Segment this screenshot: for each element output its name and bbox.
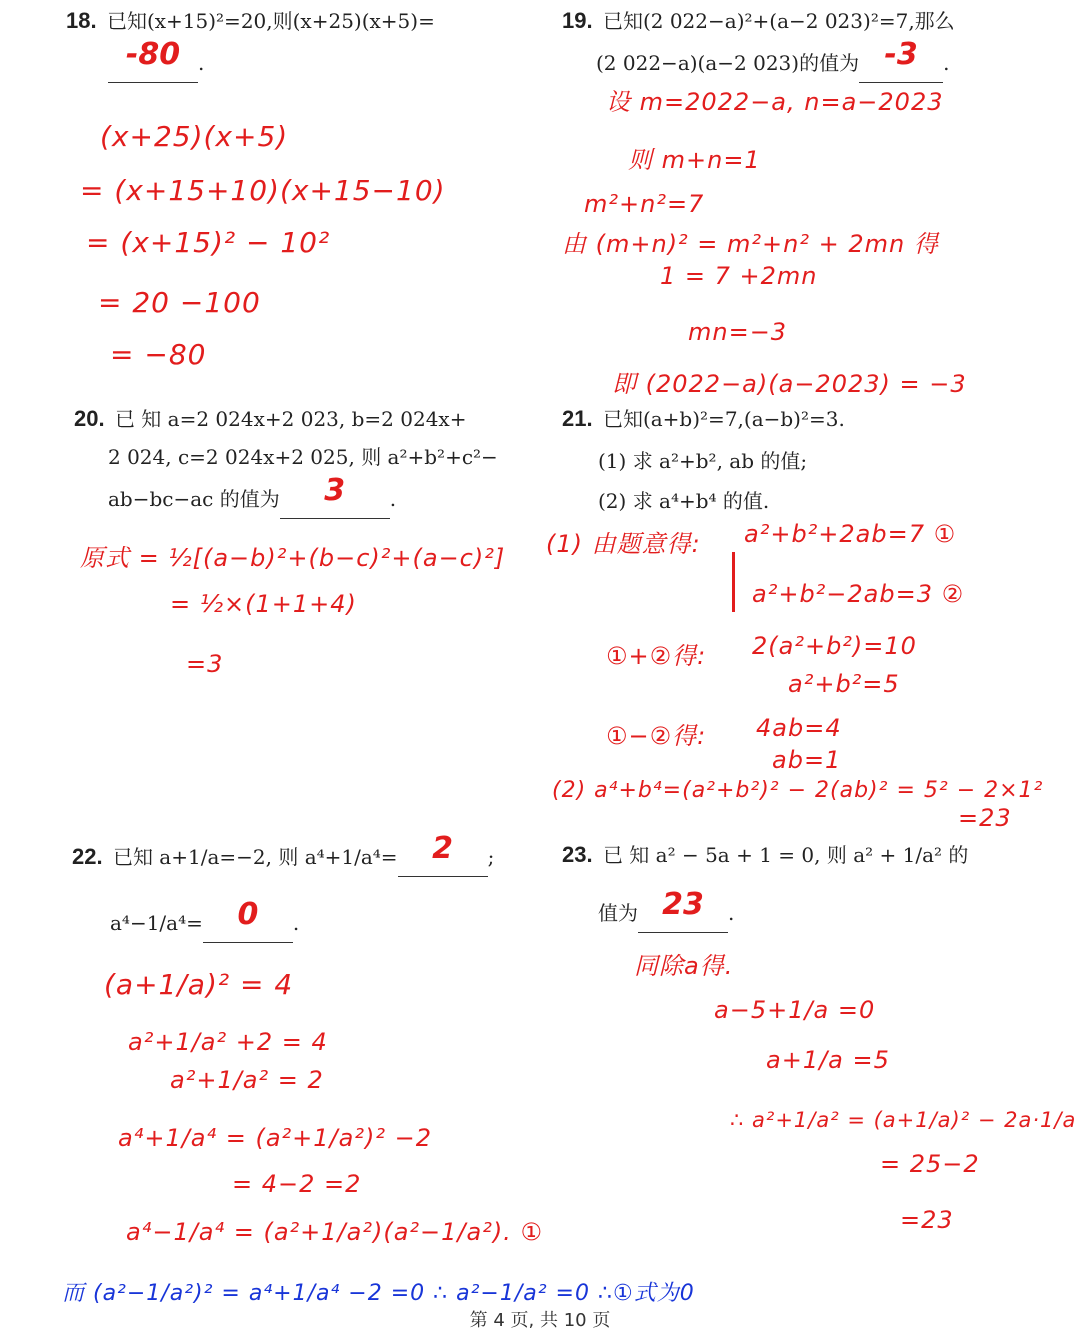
work-line: = 20 −100: [98, 286, 261, 319]
answer-blank: [638, 887, 728, 933]
work-line: (1) 由题意得:: [546, 530, 701, 558]
blue-work-line: 而 (a²−1/a²)² = a⁴+1/a⁴ −2 =0 ∴ a²−1/a² =0 ∴①式为0: [62, 1281, 695, 1306]
period: .: [198, 51, 205, 75]
question-text: (2 022−a)(a−2 023)的值为: [596, 51, 860, 75]
answer-blank: [108, 37, 198, 83]
work-line: mn=−3: [688, 318, 788, 346]
question-text: 已知(x+15)²=20,则(x+25)(x+5)=: [106, 9, 435, 33]
question-21-part2: (2) 求 a⁴+b⁴ 的值.: [598, 489, 770, 513]
work-line: 则 m+n=1: [628, 146, 761, 174]
work-line: = 25−2: [880, 1150, 980, 1178]
question-text: 已知(a+b)²=7,(a−b)²=3.: [602, 407, 845, 431]
work-line: ①+②得:: [606, 642, 707, 670]
work-line: 1 = 7 +2mn: [660, 262, 818, 290]
answer-blank: [280, 473, 390, 519]
work-line: ∴ a²+1/a² = (a+1/a)² − 2a·1/a: [730, 1108, 1077, 1132]
question-text: 已 知 a=2 024x+2 023, b=2 024x+: [114, 407, 467, 431]
work-line: = (x+15)² − 10²: [86, 226, 331, 259]
work-line: 同除a得.: [634, 952, 734, 980]
period: .: [389, 487, 397, 511]
handwritten-answer: 23: [662, 887, 704, 922]
question-22: [72, 831, 495, 877]
work-line: (a+1/a)² = 4: [104, 968, 294, 1001]
period: .: [728, 901, 735, 925]
work-line: 由 (m+n)² = m²+n² + 2mn 得: [562, 230, 939, 258]
work-line: (2) a⁴+b⁴=(a²+b²)² − 2(ab)² = 5² − 2×1²: [552, 778, 1044, 803]
question-number: 20.: [74, 406, 105, 431]
question-23-line2: [598, 887, 735, 933]
handwritten-answer: -80: [125, 37, 181, 72]
handwritten-answer: 3: [324, 473, 346, 508]
handwritten-answer: 0: [237, 897, 259, 932]
question-20: [74, 400, 466, 438]
question-number: 22.: [72, 844, 103, 869]
work-line: a²+b²+2ab=7 ①: [744, 520, 957, 548]
question-text: 值为: [598, 901, 638, 925]
question-22-line2: [110, 897, 300, 943]
question-20-line3: [108, 473, 397, 519]
work-line: =23: [958, 804, 1012, 832]
question-text: 已知(2 022−a)²+(a−2 023)²=7,那么: [602, 9, 955, 33]
question-number: 18.: [66, 8, 97, 33]
answer-blank: [203, 897, 293, 943]
work-line: 2(a²+b²)=10: [752, 632, 917, 660]
question-number: 23.: [562, 842, 593, 867]
handwritten-answer: 2: [432, 831, 453, 866]
work-line: a²+b²=5: [788, 670, 900, 698]
work-line: 即 (2022−a)(a−2023) = −3: [612, 370, 967, 398]
work-line: a+1/a =5: [766, 1046, 890, 1074]
work-line: a²+1/a² +2 = 4: [128, 1028, 328, 1056]
answer-blank: [398, 831, 488, 877]
handwritten-answer: -3: [884, 37, 918, 72]
answer-blank: [859, 37, 943, 83]
brace-mark: [732, 552, 735, 612]
work-line: a⁴+1/a⁴ = (a²+1/a²)² −2: [118, 1124, 432, 1152]
work-line: a⁴−1/a⁴ = (a²+1/a²)(a²−1/a²). ①: [126, 1218, 543, 1246]
work-line: = −80: [110, 338, 207, 371]
question-21-part1: (1) 求 a²+b², ab 的值;: [598, 449, 808, 473]
work-line: =3: [186, 650, 224, 678]
work-line: (x+25)(x+5): [100, 120, 289, 153]
question-23: [562, 836, 968, 874]
question-number: 21.: [562, 406, 593, 431]
question-18: [66, 2, 435, 40]
question-number: 19.: [562, 8, 593, 33]
work-line: a−5+1/a =0: [714, 996, 876, 1024]
question-text: ab−bc−ac 的值为: [108, 487, 280, 511]
work-line: m²+n²=7: [584, 190, 705, 218]
question-21: [562, 400, 845, 438]
question-text: 已 知 a² − 5a + 1 = 0, 则 a² + 1/a² 的: [602, 843, 969, 867]
work-line: = ½×(1+1+4): [170, 590, 357, 618]
work-line: ab=1: [772, 746, 842, 774]
question-20-line2: 2 024, c=2 024x+2 025, 则 a²+b²+c²−: [108, 445, 498, 469]
question-18-answer-line: [108, 37, 205, 83]
work-line: 设 m=2022−a, n=a−2023: [606, 88, 944, 116]
question-19: [562, 2, 955, 40]
work-line: 原式 = ½[(a−b)²+(b−c)²+(a−c)²]: [80, 544, 506, 572]
work-line: a²+1/a² = 2: [170, 1066, 324, 1094]
work-line: = (x+15+10)(x+15−10): [80, 174, 446, 207]
work-line: =23: [900, 1206, 954, 1234]
work-line: = 4−2 =2: [232, 1170, 362, 1198]
question-text: a⁴−1/a⁴=: [110, 911, 203, 935]
question-19-line2: [596, 37, 950, 83]
separator: ;: [487, 845, 495, 869]
period: .: [943, 51, 950, 75]
question-text: 已知 a+1/a=−2, 则 a⁴+1/a⁴=: [112, 845, 398, 869]
work-line: 4ab=4: [756, 714, 842, 742]
page-footer: 第 4 页, 共 10 页: [469, 1310, 611, 1331]
work-line: ①−②得:: [606, 722, 707, 750]
period: .: [292, 911, 300, 935]
work-line: a²+b²−2ab=3 ②: [752, 580, 965, 608]
